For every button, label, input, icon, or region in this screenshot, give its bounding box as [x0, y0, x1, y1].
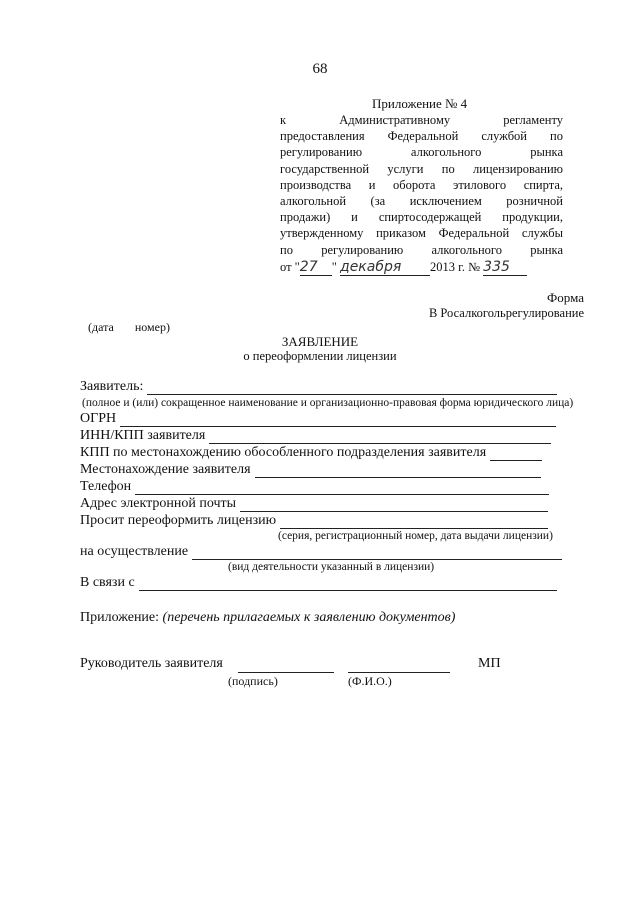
annex-line: по регулированию алкогольного рынка [280, 242, 563, 257]
inn-kpp-row [80, 428, 551, 444]
activity-row [80, 544, 562, 560]
annex-line: продажи) и спиртосодержащей продукции, [280, 210, 563, 225]
activity-field[interactable] [192, 545, 562, 560]
recipient: В Росалкогольрегулирование [428, 306, 584, 320]
request-field[interactable] [280, 514, 548, 529]
date-day: 27 [300, 259, 332, 276]
location-row [80, 462, 541, 478]
reason-label: В связи с [80, 575, 135, 590]
application-subtitle: о переоформлении лицензии [243, 349, 397, 363]
form-label: Форма [547, 290, 584, 305]
annex-line: утвержденному приказом Федеральной службы [280, 226, 563, 241]
activity-hint: (вид деятельности указанный в лицензии) [228, 561, 435, 573]
date-month: декабря [340, 259, 430, 276]
annex-line: производства и оборота этилового спирта, [280, 177, 563, 192]
full-name-field[interactable] [348, 671, 450, 673]
signature-field[interactable] [238, 671, 334, 673]
inn-kpp-field[interactable] [209, 429, 551, 444]
applicant-label: Заявитель: [80, 379, 144, 394]
reason-row [80, 575, 557, 591]
seal-label: МП [478, 656, 501, 671]
kpp-branch-label: КПП по местонахождению обособленного подразделения заявителя [80, 445, 487, 460]
request-row [80, 513, 548, 529]
order-date-line [280, 259, 563, 276]
inn-kpp-label: ИНН/КПП заявителя [80, 428, 206, 443]
attachment-text: (перечень прилагаемых к заявлению документов) [162, 610, 456, 625]
application-title: ЗАЯВЛЕНИЕ [281, 334, 359, 349]
order-number: 335 [483, 259, 527, 276]
annex-line: государственной услуги по лицензированию [280, 161, 563, 176]
ogrn-row [80, 411, 556, 427]
date-number-hint: (дата номер) [88, 320, 170, 334]
request-label: Просит переоформить лицензию [80, 513, 277, 528]
location-field[interactable] [255, 463, 541, 478]
annex-line: предоставления Федеральной службой по [280, 129, 563, 144]
email-row [80, 496, 548, 512]
location-label: Местонахождение заявителя [80, 462, 251, 477]
email-field[interactable] [240, 497, 548, 512]
ogrn-field[interactable] [120, 412, 556, 427]
phone-row [80, 479, 549, 495]
activity-label: на осуществление [80, 544, 189, 559]
attachment-label: Приложение: [80, 610, 160, 625]
ogrn-label: ОГРН [80, 411, 117, 426]
phone-field[interactable] [135, 480, 549, 495]
full-name-hint: (Ф.И.О.) [348, 674, 392, 688]
date-quote: " [331, 259, 337, 274]
applicant-hint: (полное и (или) сокращенное наименование и организационно-правовая форма юридического лица) [82, 397, 574, 409]
annex-title: Приложение № 4 [372, 96, 468, 111]
annex-line: к Административному регламенту [280, 113, 563, 127]
email-label: Адрес электронной почты [80, 496, 237, 511]
applicant-field[interactable] [147, 380, 557, 395]
annex-reference-block [280, 112, 563, 276]
kpp-branch-row [80, 445, 542, 461]
head-label: Руководитель заявителя [80, 656, 223, 671]
date-year: 2013 г. № [430, 259, 481, 274]
applicant-row [80, 379, 557, 395]
request-hint: (серия, регистрационный номер, дата выдачи лицензии) [278, 530, 553, 542]
page-number: 68 [312, 61, 328, 77]
attachment-row [80, 610, 455, 626]
signature-hint: (подпись) [228, 674, 278, 688]
kpp-branch-field[interactable] [490, 446, 542, 461]
phone-label: Телефон [80, 479, 132, 494]
annex-line: алкогольной (за исключением розничной [280, 194, 563, 209]
date-prefix: от " [280, 259, 300, 274]
annex-line: регулированию алкогольного рынка [280, 145, 563, 160]
reason-field[interactable] [139, 576, 557, 591]
